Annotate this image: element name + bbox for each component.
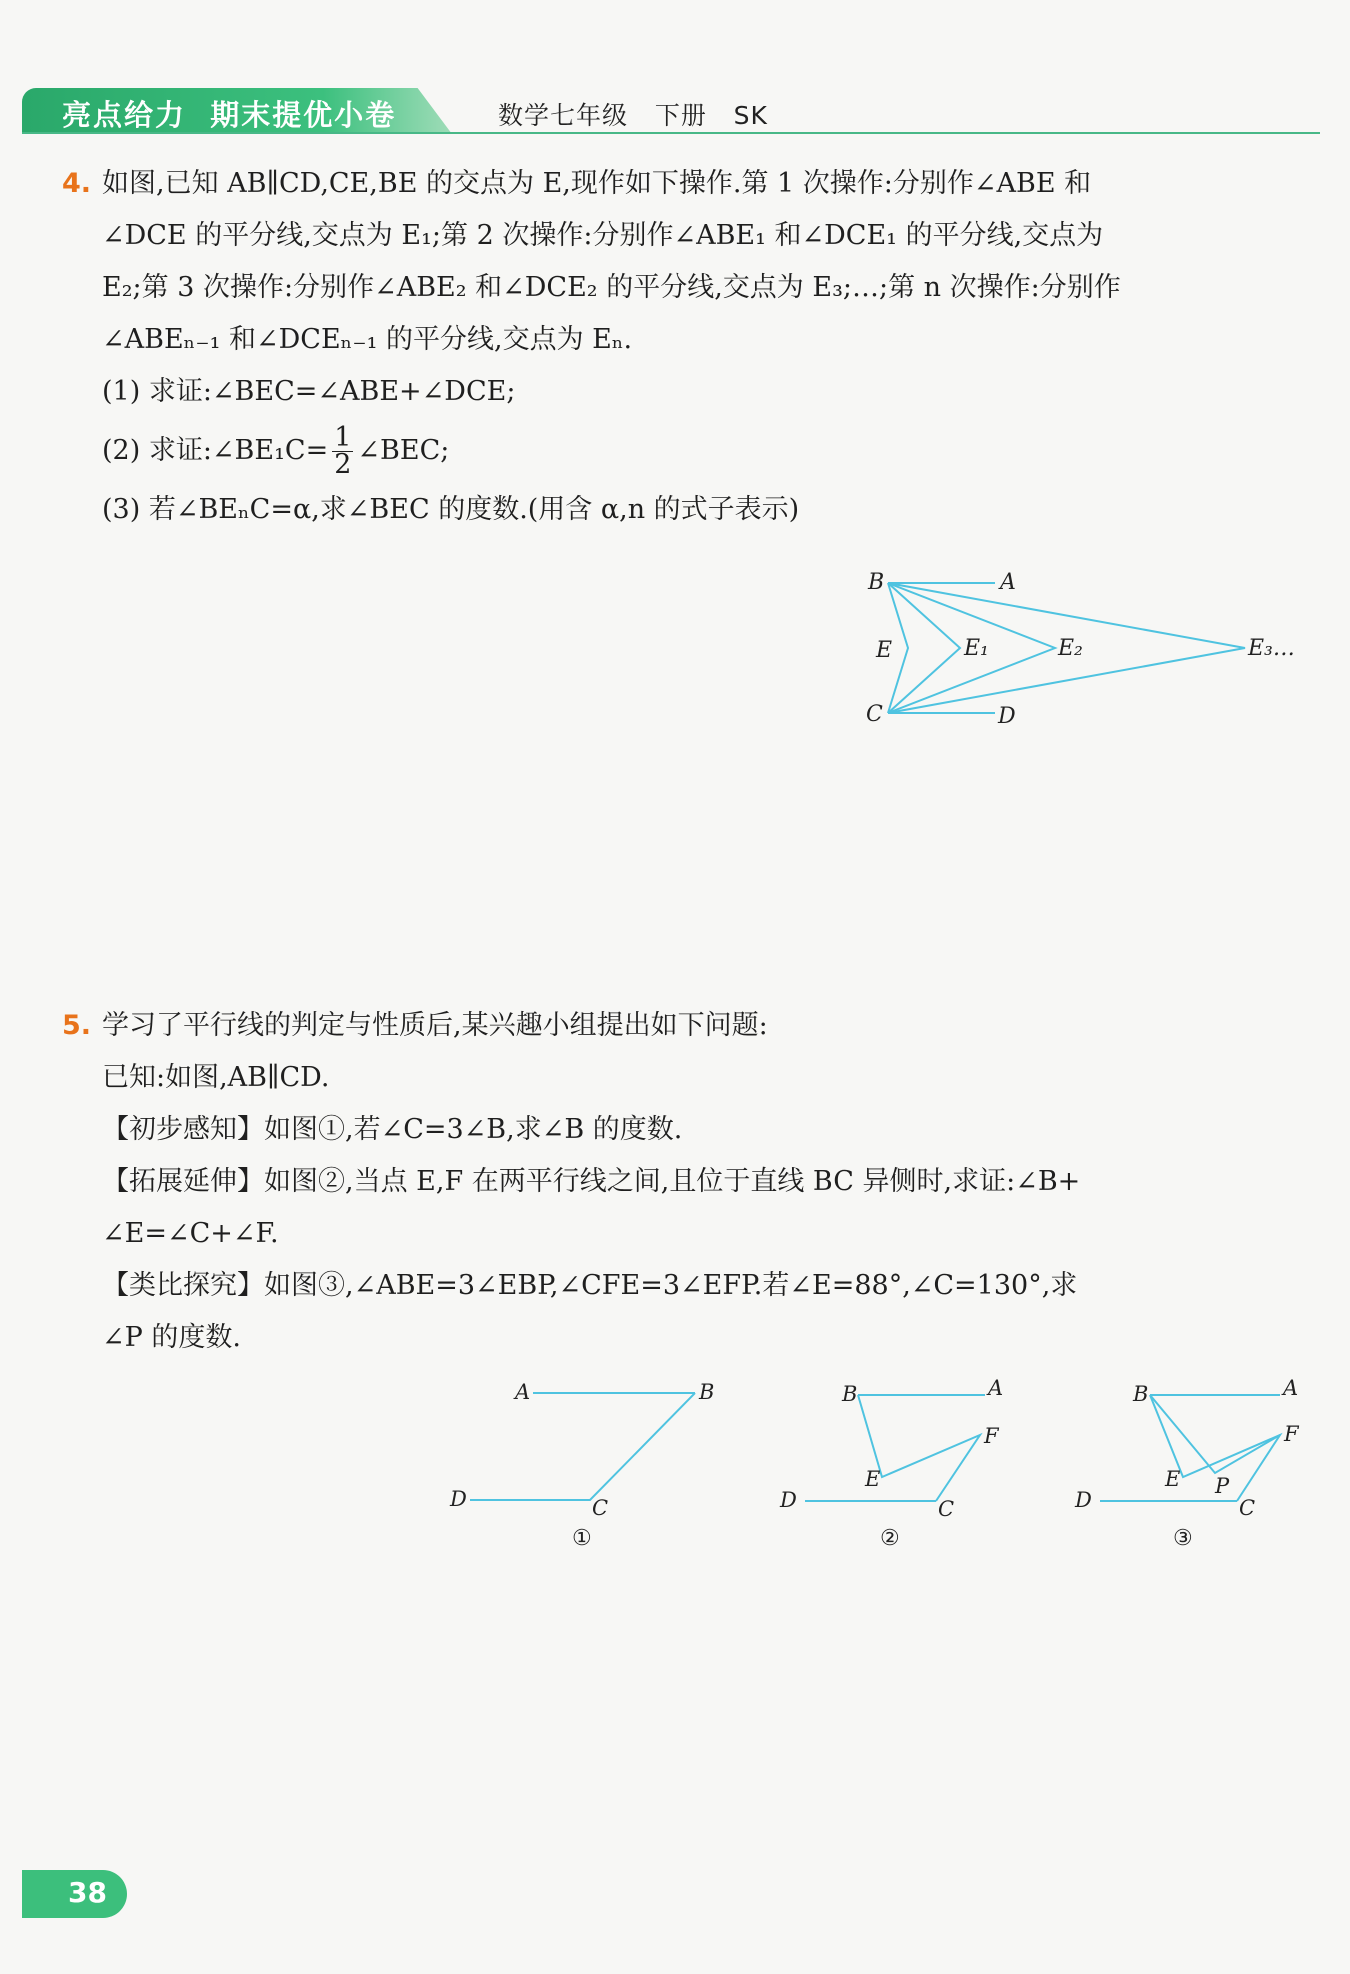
fraction-denominator: 2 bbox=[334, 449, 352, 480]
problem-5-number: 5. bbox=[62, 1010, 92, 1041]
figure-1 bbox=[445, 1375, 735, 1555]
fig2-caption: ② bbox=[880, 1526, 900, 1551]
fig3-label-D: D bbox=[1075, 1488, 1092, 1512]
fig1-label-A: A bbox=[515, 1380, 531, 1404]
fig3-label-C: C bbox=[1239, 1496, 1256, 1520]
problem-5-line: 学习了平行线的判定与性质后,某兴趣小组提出如下问题: bbox=[102, 1010, 768, 1041]
header-title: 亮点给力 期末提优小卷 bbox=[62, 98, 397, 132]
fig2-label-F: F bbox=[984, 1424, 999, 1448]
fig3-label-B: B bbox=[1133, 1382, 1149, 1406]
label-B: B bbox=[868, 570, 885, 595]
fig2-label-D: D bbox=[780, 1488, 797, 1512]
fig3-caption: ③ bbox=[1173, 1526, 1193, 1551]
problem-4-part-2 bbox=[62, 418, 1307, 484]
header-subject: 数学七年级 下册 SK bbox=[498, 101, 768, 130]
problem-5-line: 已知:如图,AB∥CD. bbox=[102, 1062, 330, 1093]
label-C: C bbox=[866, 702, 883, 727]
problem-4-part-3: (3) 若∠BEₙC=α,求∠BEC 的度数.(用含 α,n 的式子表示) bbox=[102, 494, 800, 525]
fig1-label-D: D bbox=[450, 1487, 467, 1511]
problem-5-line: ∠E=∠C+∠F. bbox=[102, 1218, 279, 1249]
fraction-one-half bbox=[332, 422, 353, 480]
fig3-label-P: P bbox=[1215, 1474, 1230, 1498]
fig1-label-C: C bbox=[592, 1496, 609, 1520]
problem-4-line: ∠ABEₙ₋₁ 和∠DCEₙ₋₁ 的平分线,交点为 Eₙ. bbox=[102, 324, 633, 355]
figure-3 bbox=[1065, 1375, 1335, 1555]
problem-5-line: 【拓展延伸】如图②,当点 E,F 在两平行线之间,且位于直线 BC 异侧时,求证:∠B+ bbox=[102, 1166, 1081, 1197]
label-D: D bbox=[998, 704, 1016, 729]
problem-5-line: 【类比探究】如图③,∠ABE=3∠EBP,∠CFE=3∠EFP.若∠E=88°,∠C=130°,求 bbox=[102, 1270, 1078, 1301]
fig2-label-A: A bbox=[988, 1376, 1004, 1400]
fig2-label-B: B bbox=[842, 1382, 858, 1406]
problem-4 bbox=[62, 158, 1307, 536]
problem-5-line: 【初步感知】如图①,若∠C=3∠B,求∠B 的度数. bbox=[102, 1114, 683, 1145]
fig3-label-F: F bbox=[1284, 1422, 1299, 1446]
problem-4-line: ∠DCE 的平分线,交点为 E₁;第 2 次操作:分别作∠ABE₁ 和∠DCE₁ 的平分线,交点为 bbox=[102, 220, 1104, 251]
fig1-caption: ① bbox=[572, 1526, 592, 1551]
fig3-label-E: E bbox=[1165, 1467, 1181, 1491]
label-E2: E₂ bbox=[1058, 636, 1083, 661]
fraction-numerator: 1 bbox=[334, 422, 352, 453]
problem-4-part-1: (1) 求证:∠BEC=∠ABE+∠DCE; bbox=[102, 376, 516, 407]
header-divider bbox=[22, 132, 1320, 134]
problem-5-line: ∠P 的度数. bbox=[102, 1322, 241, 1353]
page-number: 38 bbox=[68, 1876, 107, 1909]
problem-4-figure bbox=[860, 565, 1320, 735]
problem-4-number: 4. bbox=[62, 168, 92, 199]
problem-5 bbox=[62, 1000, 1307, 1364]
problem-4-line: E₂;第 3 次操作:分别作∠ABE₂ 和∠DCE₂ 的平分线,交点为 E₃;…;第 n 次操作:分别作 bbox=[102, 272, 1121, 303]
part-2-suffix: ∠BEC; bbox=[357, 435, 450, 466]
label-E3: E₃… bbox=[1248, 636, 1295, 661]
part-2-prefix: (2) 求证:∠BE₁C= bbox=[102, 435, 329, 466]
fig3-label-A: A bbox=[1283, 1376, 1299, 1400]
fig2-label-E: E bbox=[865, 1467, 881, 1491]
fig1-label-B: B bbox=[699, 1380, 715, 1404]
figure-2 bbox=[770, 1375, 1030, 1555]
problem-4-line: 如图,已知 AB∥CD,CE,BE 的交点为 E,现作如下操作.第 1 次操作:分别作∠ABE 和 bbox=[102, 168, 1092, 199]
label-E1: E₁ bbox=[964, 636, 989, 661]
fig2-label-C: C bbox=[938, 1497, 955, 1521]
label-A: A bbox=[1000, 570, 1016, 595]
label-E: E bbox=[876, 638, 893, 663]
